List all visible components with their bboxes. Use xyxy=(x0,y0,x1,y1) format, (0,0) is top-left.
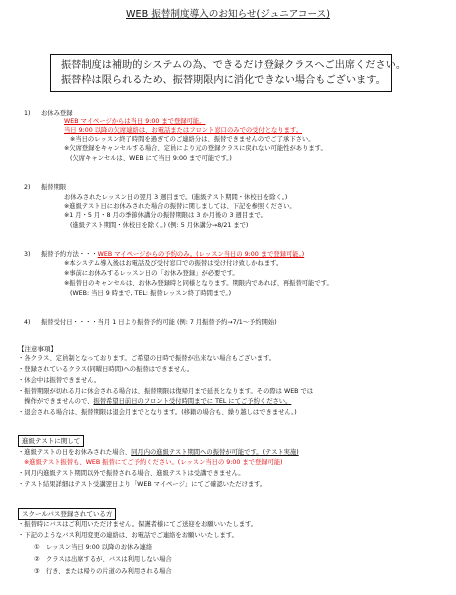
section-1-heading: 1) お休み登録 xyxy=(24,110,73,117)
notice-box xyxy=(50,54,407,92)
s3-line-2: ※事前にお休みするレッスン日の「お休み登録」が必要です。 xyxy=(64,270,239,277)
bus-item-2: ② クラスは出席するが、バスは利用しない場合 xyxy=(34,556,172,563)
bus-heading: スクールバス登録されている方 xyxy=(18,509,116,518)
section-3-heading: 3) 振替予約方法・・・WEB マイページからの予約のみ。(レッスン当日の 9:00 まで登録可能。) xyxy=(24,251,305,258)
caution-line-5: 操作ができませんので、振替希望日前日のフロント受付時間までに TEL にてご予約ください。 xyxy=(18,398,292,405)
section-2-heading: 2) 振替期限 xyxy=(24,184,67,191)
s1-line-3: ※当日のレッスン終了時間を過ぎてのご連絡分は、振替できませんのでご了承下さい。 xyxy=(70,136,315,143)
bus-line-1: ・振替時にバスはご利用いただけません。保護者様にてご送迎をお願いいたします。 xyxy=(18,521,258,528)
caution-line-4: ・振替期限が切れる月に休会される場合は、振替期限は復帰月まで延長となります。その際は WEB では xyxy=(18,388,314,395)
s1-line-1: WEB マイページからは当日 9:00 まで登録可能。 xyxy=(64,118,206,125)
s1-line-5: (欠席キャンセルは、WEB にて当日 9:00 まで可能です。) xyxy=(70,155,232,162)
section-4-heading: 4) 振替受付日・・・・当月 1 日より振替予約可能 (例: 7 月振替予約→7/1～予約開始) xyxy=(24,319,277,326)
s1-line-4: ※欠席登録をキャンセルする場合、定員により元の登録クラスに戻れない可能性があります。 xyxy=(64,145,327,152)
s2-line-2: ※進級テスト日にお休みされた場合の振替に関しましては、下記を参照ください。 xyxy=(64,203,296,210)
test-line-1: ・進級テストの日をお休みされた場合、同月内の進級テスト期間への振替が可能です。(テスト実施) xyxy=(18,449,299,456)
bus-line-2: ・下記のようなバス利用変更の連絡は、お電話でご連絡をお願いいたします。 xyxy=(18,532,238,539)
bus-item-3: ③ 行き、または帰りの片道のみ利用される場合 xyxy=(34,568,172,575)
s2-line-1: お休みされたレッスン日の翌月 3 週目まで。(進級テスト期間・休校日を除く。) xyxy=(64,194,288,201)
caution-line-2: ・登録されているクラス(同曜日時間)への振替はできません。 xyxy=(18,366,194,373)
s2-line-3: ※1 月・5 月・8 月の季節休講分の振替期限は 3 か月後の 3 週目まで。 xyxy=(64,212,267,219)
s3-line-3: ※振替日のキャンセルは、お休み登録時と同様となります。期限内であれば、再振替可能です。 xyxy=(64,280,333,287)
caution-line-6: ・退会される場合は、振替期限は退会月までとなります。(移籍の場合も、繰り越しはできません。) xyxy=(18,409,297,416)
caution-heading: 【注意事項】 xyxy=(18,345,57,353)
s1-line-2: 当日 9:00 以降の欠席連絡は、お電話またはフロント窓口のみでの受付となります。 xyxy=(64,127,303,134)
s3-line-1: ※本システム導入後はお電話及び受付窓口での振替は受け付け致しかねます。 xyxy=(64,260,283,267)
caution-line-1: ・各クラス、定員制となっております。ご希望の日時で振替が出来ない場合もございます。 xyxy=(18,355,276,362)
s2-line-4: (進級テスト期間・休校日を除く。) (例: 5 月休講分→8/21 まで) xyxy=(70,222,249,229)
test-heading: 進級テストに関して xyxy=(18,436,84,445)
test-line-2: ※進級テスト振替も、WEB 振替にてご予約ください。(レッスン当日の 9:00 まで登録可能) xyxy=(24,459,283,466)
notice-line-1: 振替制度は補助的システムの為、できるだけ登録クラスへご出席ください。 xyxy=(61,60,407,71)
bus-item-1: ① レッスン当日 9:00 以降のお休み連絡 xyxy=(34,544,153,551)
caution-line-3: ・休会中は振替できません。 xyxy=(18,377,101,384)
page-title: WEB 振替制度導入のお知らせ(ジュニアコース) xyxy=(126,9,330,20)
test-line-3: ・同月内進級テスト期間以外で振替される場合、進級テストは受講できません。 xyxy=(18,470,245,477)
s3-line-4: (WEB: 当日 9 時まで, TEL: 振替レッスン終了時間まで。) xyxy=(70,290,232,297)
notice-line-2: 振替枠は限られるため、振替期限内に消化できない場合もございます。 xyxy=(61,75,386,86)
test-line-4: ・テスト結果詳細はテスト受講翌日より「WEB マイページ」にてご確認いただけます。 xyxy=(18,481,267,488)
